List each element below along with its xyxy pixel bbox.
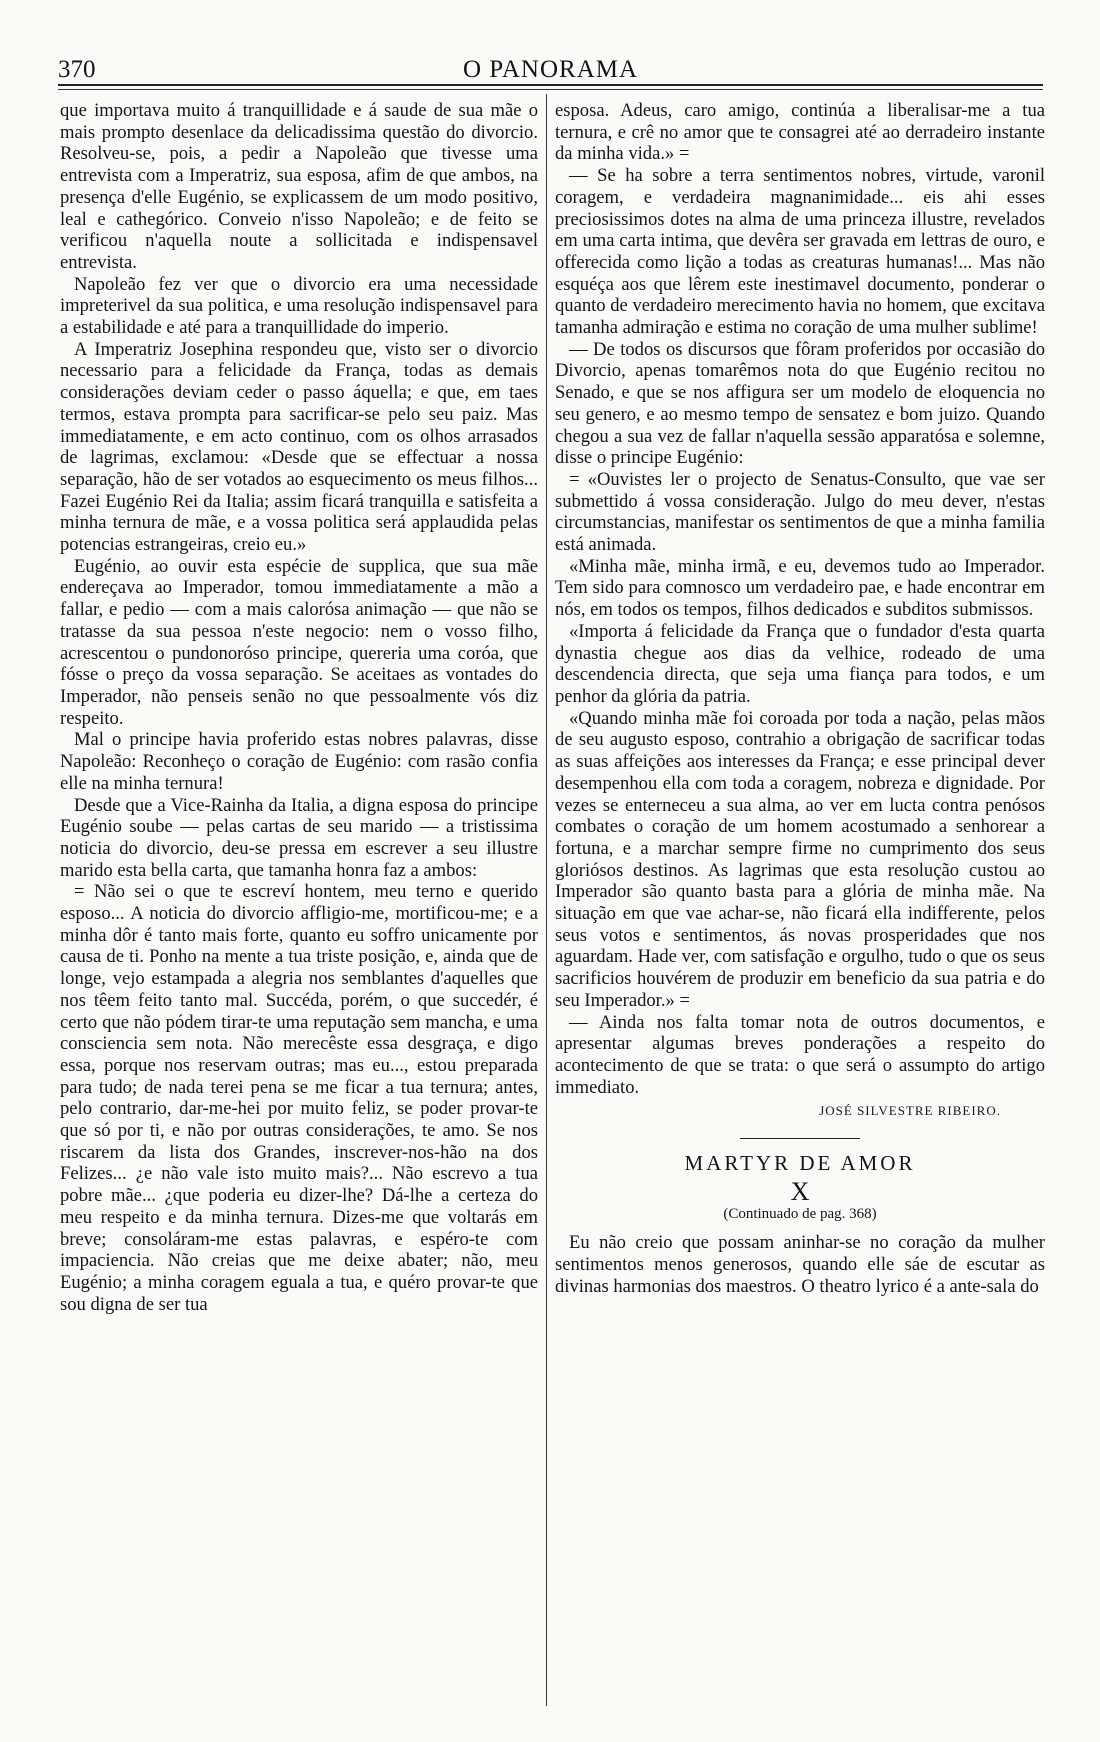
paragraph: — De todos os discursos que fôram proferidos por occasião do Divorcio, apenas tomarêmos nota do que Eugénio recitou no Senado, e que se nos affigura ser um modelo de eloquencia no seu genero, e ao mesmo tempo de sensatez e bom juizo. Quando chegou a sua vez de fallar n'aquella sessão apparatósa e solemne, disse o principe Eugénio:	[555, 338, 1045, 469]
paragraph: Desde que a Vice-Rainha da Italia, a digna esposa do principe Eugénio soube — pelas cartas de seu marido — a tristissima noticia do divorcio, deu-se pressa em escrever a seu illustre marido esta bella carta, que tamanha honra faz a ambos:	[60, 794, 538, 881]
column-divider	[546, 94, 547, 1706]
paragraph: — Ainda nos falta tomar nota de outros documentos, e apresentar algumas breves ponderações a respeito do acontecimento de que se trata: o que será o assumpto do artigo immediato.	[555, 1011, 1045, 1098]
paragraph: Napoleão fez ver que o divorcio era uma necessidade impreterivel da sua politica, e uma resolução indispensavel para a estabilidade e até para a tranquillidade do imperio.	[60, 273, 538, 339]
article-title: MARTYR DE AMOR	[684, 1151, 916, 1176]
header-rule	[58, 84, 1043, 86]
header-rule-thin	[58, 89, 1043, 90]
continued-note: (Continuado de pag. 368)	[723, 1206, 877, 1223]
paragraph: Eugénio, ao ouvir esta espécie de supplica, que sua mãe endereçava ao Imperador, tomou immediatamente a mão a fallar, e pedio — com a mais calorósa animação — que não se tratasse da sua pessoa n'este negocio: nem o vosso filho, acrescentou o pundonoróso principe, quereria uma coróa, que fósse o preço da vossa separação. Se aceitaes as vontades do Imperador, não penseis senão no que pessoalmente vós diz respeito.	[60, 555, 538, 729]
paragraph: Mal o principe havia proferido estas nobres palavras, disse Napoleão: Reconheço o coração de Eugénio: com rasão confia elle na minha ternura!	[60, 729, 538, 794]
journal-title: O PANORAMA	[462, 56, 639, 83]
paragraph: = Não sei o que te escreví hontem, meu terno e querido esposo... A noticia do divorcio affligio-me, mortificou-me; e a minha dôr é tanto mais forte, quanto eu soffro unicamente por causa de ti. Ponho na mente a tua triste posição, e, ainda que de longe, vejo estampada a alegria nos semblantes d'aquelles que nos têem feito tanto mal. Succéda, porém, o que succedér, é certo que não pódem tirar-te uma reputação sem mancha, e uma consciencia sem nota. Não merecêste essa desgraça, e digo essa, porque nos reservam outras; mas eu..., estou preparada para tudo; de nada terei pena se me ficar a tua ternura; antes, pelo contrario, dar-me-hei por muito feliz, se poder provar-te que só por ti, e não por outras considerações, te amo. Se nos riscarem da lista dos Grandes, inscrever-nos-hão na dos Felizes... ¿e não vale isto muito mais?... Não escrevo a tua pobre mãe... ¿que poderia eu dizer-lhe? Dá-lhe a certeza do meu respeito e da minha ternura. Dizes-me que voltarás em breve; consoláram-me estas palavras, e espéro-te com impaciencia. Não creias que me deixe abater; não, meu Eugénio; a minha coragem eguala a tua, e quéro provar-te que sou digna de ser tua	[60, 881, 538, 1315]
page-header	[58, 56, 1043, 86]
paragraph: A Imperatriz Josephina respondeu que, visto ser o divorcio necessario para a felicidade da França, todas as demais considerações deviam ceder o passo áquella; e que, em taes termos, estava prompta para sacrificar-se pelo seu paiz. Mas immediatamente, e em acto continuo, com os olhos arrasados de lagrimas, exclamou: «Desde que se effectuar a nossa separação, hão de ser votados ao esquecimento os meus filhos... Fazei Eugénio Rei da Italia; assim ficará tranquilla e satisfeita a minha ternura de mãe, e a vossa politica será applaudida pelas potencias estrangeiras, creio eu.»	[60, 338, 538, 556]
paragraph: esposa. Adeus, caro amigo, continúa a liberalisar-me a tua ternura, e crê no amor que te consagrei até ao derradeiro instante da minha vida.» =	[555, 100, 1045, 165]
paragraph: «Minha mãe, minha irmã, e eu, devemos tudo ao Imperador. Tem sido para comnosco um verdadeiro pae, e hade encontrar em nós, em todos os tempos, filhos dedicados e subditos submissos.	[555, 555, 1045, 621]
left-column	[60, 100, 538, 1315]
paragraph: Eu não creio que possam aninhar-se no coração da mulher sentimentos menos generosos, quando elle sáe de escutar as divinas harmonias dos maestros. O theatro lyrico é a ante-sala do	[555, 1232, 1045, 1297]
paragraph: que importava muito á tranquillidade e á saude de sua mãe o mais prompto desenlace da delicadissima questão do divorcio. Resolveu-se, pois, a pedir a Napoleão que tivesse uma entrevista com a Imperatriz, sua esposa, afim de que ambos, na presença d'elle Eugénio, se explicassem de um modo positivo, leal e cathegórico. Conveio n'isso Napoleão; e de feito se verificou n'aquella noute a sollicitada e indispensavel entrevista.	[60, 100, 538, 273]
article-divider	[740, 1138, 860, 1139]
author-signature: JOSÉ SILVESTRE RIBEIRO.	[819, 1103, 1001, 1119]
paragraph: «Quando minha mãe foi coroada por toda a nação, pelas mãos de seu augusto esposo, contrahio a obrigação de sacrificar todas as suas affeições aos interesses da França; e esse principal dever desempenhou ella com toda a coragem, nobreza e dignidade. Por vezes se enterneceu a sua alma, ao ver em lucta contra penósos combates o coração de um homem acostumado a senhorear a fortuna, e a marchar sempre firme no cumprimento dos seus gloriósos destinos. As lagrimas que esta resolução custou ao Imperador são quanto basta para a glória de minha mãe. Na situação em que vae achar-se, não ficará ella indifferente, pelos seus votos e sentimentos, ás novas prosperidades que nos aguardam. Hade ver, com satisfação e orgulho, tudo o que os seus sacrificios houvérem de produzir em beneficio da sua patria e do seu Imperador.» =	[555, 707, 1045, 1011]
chapter-number: X	[790, 1176, 810, 1206]
right-column	[555, 100, 1045, 1297]
page-number: 370	[58, 56, 96, 83]
paragraph: «Importa á felicidade da França que o fundador d'esta quarta dynastia chegue aos dias da velhice, rodeado de uma descendencia directa, que seja uma fiança para todos, e um penhor da glória da patria.	[555, 620, 1045, 707]
paragraph: = «Ouvistes ler o projecto de Senatus-Consulto, que vae ser submettido á vossa consideração. Julgo do meu dever, n'estas circumstancias, manifestar os sentimentos de que a minha familia está animada.	[555, 468, 1045, 556]
paragraph: — Se ha sobre a terra sentimentos nobres, virtude, varonil coragem, e verdadeira magnanimidade... eis ahi esses preciosissimos dotes na alma de uma princeza illustre, revelados em uma carta intima, que devêra ser gravada em lettras de ouro, e offerecida como lição a todas as creaturas humanas!... Mas não esquéça aos que lêrem este inestimavel documento, ponderar o quanto de verdadeiro merecimento havia no homem, que excitava tamanha admiração e estima no coração de uma mulher sublime!	[555, 165, 1045, 339]
